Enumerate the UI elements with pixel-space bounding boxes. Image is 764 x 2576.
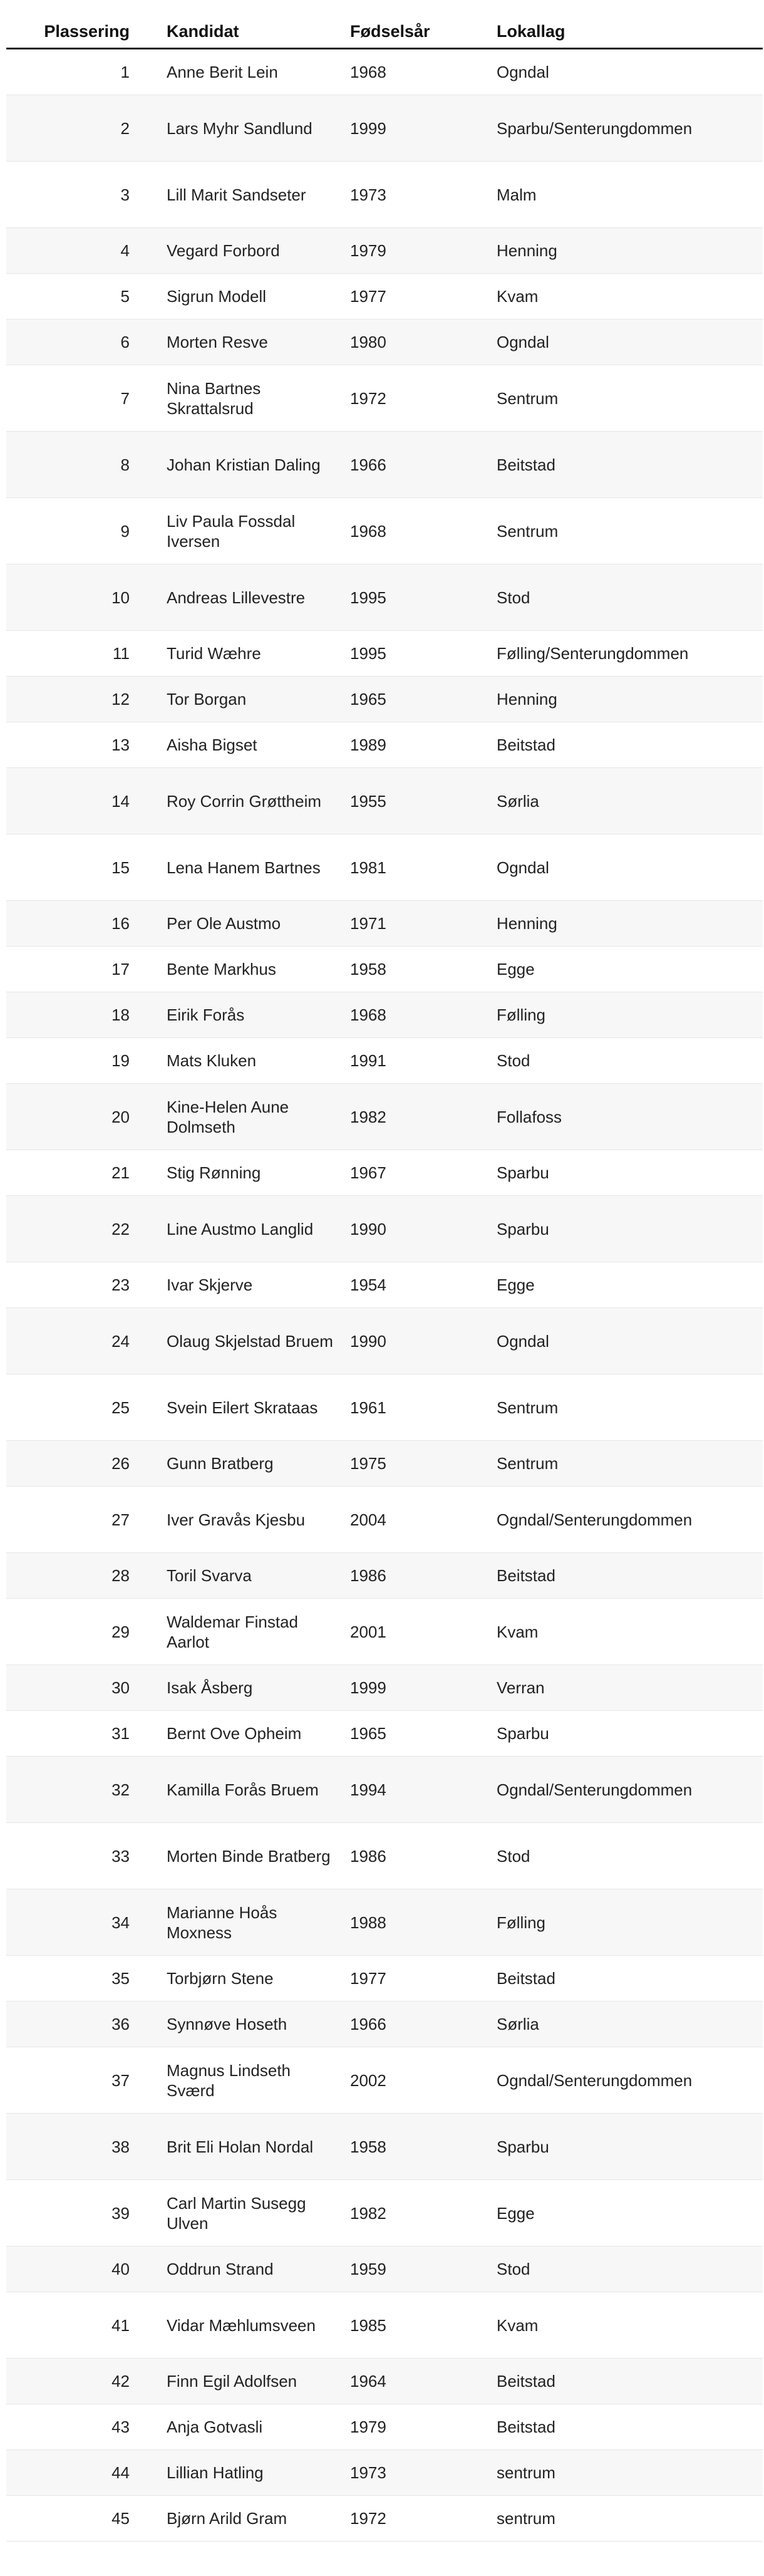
header-club: Lokallag [497, 15, 763, 49]
local-branch-cell: Follafoss [497, 1084, 763, 1150]
table-row [6, 834, 763, 901]
candidate-name-cell: Carl Martin Susegg Ulven [167, 2180, 350, 2246]
local-branch-cell: Henning [497, 677, 763, 722]
candidate-name-cell: Gunn Bratberg [167, 1441, 350, 1487]
candidate-name-cell: Anne Berit Lein [167, 49, 350, 95]
rank-cell: 26 [6, 1441, 167, 1487]
rank-cell: 43 [6, 2404, 167, 2450]
table-row [6, 1889, 763, 1956]
rank-cell: 18 [6, 992, 167, 1038]
birth-year-cell: 1981 [350, 834, 497, 901]
table-row [6, 2180, 763, 2246]
candidate-name-cell: Torbjørn Stene [167, 1956, 350, 2002]
table-row [6, 1599, 763, 1665]
candidate-name-cell: Toril Svarva [167, 1553, 350, 1599]
rank-cell: 7 [6, 365, 167, 432]
rank-cell: 42 [6, 2359, 167, 2404]
local-branch-cell: Beitstad [497, 2359, 763, 2404]
local-branch-cell: sentrum [497, 2450, 763, 2496]
candidate-name-cell: Bente Markhus [167, 947, 350, 992]
local-branch-cell: Kvam [497, 274, 763, 319]
rank-cell: 11 [6, 631, 167, 677]
candidate-name-cell: Iver Gravås Kjesbu [167, 1487, 350, 1553]
local-branch-cell: Sentrum [497, 365, 763, 432]
local-branch-cell: Sparbu [497, 2114, 763, 2180]
table-row [6, 95, 763, 162]
rank-cell: 30 [6, 1665, 167, 1711]
rank-cell: 14 [6, 768, 167, 834]
candidate-name-cell: Kine-Helen Aune Dolmseth [167, 1084, 350, 1150]
candidate-name-cell: Kamilla Forås Bruem [167, 1757, 350, 1823]
candidate-name-cell: Svein Eilert Skrataas [167, 1374, 350, 1441]
local-branch-cell: Ogndal [497, 834, 763, 901]
birth-year-cell: 1961 [350, 1374, 497, 1441]
candidate-name-cell: Johan Kristian Daling [167, 432, 350, 498]
candidate-name-cell: Andreas Lillevestre [167, 564, 350, 631]
birth-year-cell: 1973 [350, 2450, 497, 2496]
local-branch-cell: Ogndal/Senterungdommen [497, 1487, 763, 1553]
birth-year-cell: 2004 [350, 1487, 497, 1553]
local-branch-cell: Sentrum [497, 498, 763, 564]
table-row [6, 901, 763, 947]
candidate-name-cell: Sigrun Modell [167, 274, 350, 319]
rank-cell: 38 [6, 2114, 167, 2180]
table-row [6, 1262, 763, 1308]
birth-year-cell: 1958 [350, 2114, 497, 2180]
candidate-name-cell: Liv Paula Fossdal Iversen [167, 498, 350, 564]
candidate-name-cell: Eirik Forås [167, 992, 350, 1038]
local-branch-cell: Stod [497, 1038, 763, 1084]
rank-cell: 29 [6, 1599, 167, 1665]
birth-year-cell: 1968 [350, 498, 497, 564]
local-branch-cell: Ogndal/Senterungdommen [497, 1757, 763, 1823]
birth-year-cell: 1979 [350, 228, 497, 274]
candidate-name-cell: Magnus Lindseth Sværd [167, 2047, 350, 2114]
local-branch-cell: Beitstad [497, 2404, 763, 2450]
table-row [6, 228, 763, 274]
local-branch-cell: Egge [497, 1262, 763, 1308]
rank-cell: 2 [6, 95, 167, 162]
local-branch-cell: Følling [497, 1889, 763, 1956]
local-branch-cell: Beitstad [497, 722, 763, 768]
local-branch-cell: Malm [497, 162, 763, 228]
table-row [6, 319, 763, 365]
local-branch-cell: Sparbu [497, 1711, 763, 1757]
birth-year-cell: 1990 [350, 1196, 497, 1262]
rank-cell: 41 [6, 2292, 167, 2359]
table-row [6, 432, 763, 498]
rank-cell: 17 [6, 947, 167, 992]
rank-cell: 33 [6, 1823, 167, 1889]
rank-cell: 37 [6, 2047, 167, 2114]
table-row [6, 1665, 763, 1711]
candidate-name-cell: Lena Hanem Bartnes [167, 834, 350, 901]
rank-cell: 21 [6, 1150, 167, 1196]
birth-year-cell: 1990 [350, 1308, 497, 1374]
birth-year-cell: 1982 [350, 2180, 497, 2246]
rank-cell: 22 [6, 1196, 167, 1262]
birth-year-cell: 1999 [350, 1665, 497, 1711]
table-row [6, 1308, 763, 1374]
rank-cell: 20 [6, 1084, 167, 1150]
local-branch-cell: Følling [497, 992, 763, 1038]
rank-cell: 32 [6, 1757, 167, 1823]
candidate-name-cell: Brit Eli Holan Nordal [167, 2114, 350, 2180]
birth-year-cell: 1995 [350, 631, 497, 677]
table-row [6, 498, 763, 564]
candidate-name-cell: Finn Egil Adolfsen [167, 2359, 350, 2404]
local-branch-cell: Henning [497, 901, 763, 947]
birth-year-cell: 1954 [350, 1262, 497, 1308]
rank-cell: 36 [6, 2002, 167, 2047]
table-header [6, 15, 763, 49]
local-branch-cell: Kvam [497, 1599, 763, 1665]
table-row [6, 1374, 763, 1441]
header-rank: Plassering [6, 15, 167, 49]
rank-cell: 5 [6, 274, 167, 319]
local-branch-cell: Beitstad [497, 1553, 763, 1599]
table-row [6, 2047, 763, 2114]
birth-year-cell: 1979 [350, 2404, 497, 2450]
candidate-name-cell: Marianne Hoås Moxness [167, 1889, 350, 1956]
birth-year-cell: 1966 [350, 432, 497, 498]
local-branch-cell: Henning [497, 228, 763, 274]
local-branch-cell: Sparbu [497, 1196, 763, 1262]
birth-year-cell: 1986 [350, 1823, 497, 1889]
candidate-name-cell: Morten Resve [167, 319, 350, 365]
candidate-name-cell: Nina Bartnes Skrattalsrud [167, 365, 350, 432]
table-row [6, 2114, 763, 2180]
table-row [6, 564, 763, 631]
candidate-name-cell: Lill Marit Sandseter [167, 162, 350, 228]
table-row [6, 1757, 763, 1823]
table-row [6, 1711, 763, 1757]
table-row [6, 2002, 763, 2047]
rank-cell: 15 [6, 834, 167, 901]
rank-cell: 12 [6, 677, 167, 722]
rank-cell: 39 [6, 2180, 167, 2246]
local-branch-cell: Verran [497, 1665, 763, 1711]
header-name: Kandidat [167, 15, 350, 49]
birth-year-cell: 1968 [350, 992, 497, 1038]
local-branch-cell: Beitstad [497, 1956, 763, 2002]
local-branch-cell: Sparbu [497, 1150, 763, 1196]
candidate-name-cell: Ivar Skjerve [167, 1262, 350, 1308]
local-branch-cell: Kvam [497, 2292, 763, 2359]
table-row [6, 2450, 763, 2496]
candidate-name-cell: Isak Åsberg [167, 1665, 350, 1711]
table-row [6, 2246, 763, 2292]
table-row [6, 1487, 763, 1553]
local-branch-cell: Ogndal [497, 319, 763, 365]
candidate-name-cell: Aisha Bigset [167, 722, 350, 768]
table-row [6, 1553, 763, 1599]
header-row [6, 15, 763, 49]
candidate-name-cell: Synnøve Hoseth [167, 2002, 350, 2047]
table-row [6, 162, 763, 228]
birth-year-cell: 1972 [350, 2496, 497, 2542]
rank-cell: 16 [6, 901, 167, 947]
rank-cell: 40 [6, 2246, 167, 2292]
candidate-name-cell: Mats Kluken [167, 1038, 350, 1084]
local-branch-cell: Egge [497, 947, 763, 992]
candidate-name-cell: Line Austmo Langlid [167, 1196, 350, 1262]
table-row [6, 947, 763, 992]
table-row [6, 722, 763, 768]
local-branch-cell: Ogndal [497, 1308, 763, 1374]
candidate-name-cell: Oddrun Strand [167, 2246, 350, 2292]
birth-year-cell: 1973 [350, 162, 497, 228]
candidate-name-cell: Bernt Ove Opheim [167, 1711, 350, 1757]
birth-year-cell: 1994 [350, 1757, 497, 1823]
local-branch-cell: Beitstad [497, 432, 763, 498]
table-row [6, 2404, 763, 2450]
rank-cell: 24 [6, 1308, 167, 1374]
candidate-name-cell: Roy Corrin Grøttheim [167, 768, 350, 834]
table-row [6, 1956, 763, 2002]
rank-cell: 3 [6, 162, 167, 228]
candidate-name-cell: Bjørn Arild Gram [167, 2496, 350, 2542]
candidate-name-cell: Morten Binde Bratberg [167, 1823, 350, 1889]
birth-year-cell: 1995 [350, 564, 497, 631]
table-body [6, 49, 763, 2542]
rank-cell: 28 [6, 1553, 167, 1599]
birth-year-cell: 2001 [350, 1599, 497, 1665]
birth-year-cell: 2002 [350, 2047, 497, 2114]
birth-year-cell: 1977 [350, 274, 497, 319]
birth-year-cell: 1982 [350, 1084, 497, 1150]
birth-year-cell: 1964 [350, 2359, 497, 2404]
rank-cell: 13 [6, 722, 167, 768]
birth-year-cell: 1967 [350, 1150, 497, 1196]
birth-year-cell: 1968 [350, 49, 497, 95]
candidate-name-cell: Anja Gotvasli [167, 2404, 350, 2450]
rank-cell: 4 [6, 228, 167, 274]
candidate-list-table-container [6, 15, 763, 2542]
candidate-name-cell: Lillian Hatling [167, 2450, 350, 2496]
candidate-name-cell: Stig Rønning [167, 1150, 350, 1196]
table-row [6, 2359, 763, 2404]
table-row [6, 274, 763, 319]
rank-cell: 6 [6, 319, 167, 365]
rank-cell: 19 [6, 1038, 167, 1084]
rank-cell: 44 [6, 2450, 167, 2496]
candidate-list-table [6, 15, 763, 2542]
rank-cell: 45 [6, 2496, 167, 2542]
birth-year-cell: 1971 [350, 901, 497, 947]
birth-year-cell: 1972 [350, 365, 497, 432]
rank-cell: 25 [6, 1374, 167, 1441]
table-row [6, 365, 763, 432]
birth-year-cell: 1955 [350, 768, 497, 834]
birth-year-cell: 1980 [350, 319, 497, 365]
rank-cell: 23 [6, 1262, 167, 1308]
local-branch-cell: sentrum [497, 2496, 763, 2542]
birth-year-cell: 1975 [350, 1441, 497, 1487]
table-row [6, 1441, 763, 1487]
local-branch-cell: Stod [497, 1823, 763, 1889]
birth-year-cell: 1958 [350, 947, 497, 992]
birth-year-cell: 1991 [350, 1038, 497, 1084]
candidate-name-cell: Vidar Mæhlumsveen [167, 2292, 350, 2359]
rank-cell: 10 [6, 564, 167, 631]
local-branch-cell: Ogndal [497, 49, 763, 95]
local-branch-cell: Sentrum [497, 1441, 763, 1487]
candidate-name-cell: Olaug Skjelstad Bruem [167, 1308, 350, 1374]
table-row [6, 677, 763, 722]
birth-year-cell: 1999 [350, 95, 497, 162]
birth-year-cell: 1959 [350, 2246, 497, 2292]
table-row [6, 2292, 763, 2359]
local-branch-cell: Stod [497, 2246, 763, 2292]
rank-cell: 8 [6, 432, 167, 498]
table-row [6, 1038, 763, 1084]
rank-cell: 27 [6, 1487, 167, 1553]
birth-year-cell: 1977 [350, 1956, 497, 2002]
table-row [6, 1196, 763, 1262]
candidate-name-cell: Vegard Forbord [167, 228, 350, 274]
candidate-name-cell: Waldemar Finstad Aarlot [167, 1599, 350, 1665]
rank-cell: 34 [6, 1889, 167, 1956]
birth-year-cell: 1966 [350, 2002, 497, 2047]
local-branch-cell: Følling/Senterungdommen [497, 631, 763, 677]
local-branch-cell: Egge [497, 2180, 763, 2246]
candidate-name-cell: Tor Borgan [167, 677, 350, 722]
birth-year-cell: 1989 [350, 722, 497, 768]
birth-year-cell: 1988 [350, 1889, 497, 1956]
header-year: Fødselsår [350, 15, 497, 49]
table-row [6, 992, 763, 1038]
local-branch-cell: Sørlia [497, 768, 763, 834]
table-row [6, 1150, 763, 1196]
local-branch-cell: Ogndal/Senterungdommen [497, 2047, 763, 2114]
rank-cell: 31 [6, 1711, 167, 1757]
local-branch-cell: Sørlia [497, 2002, 763, 2047]
table-row [6, 768, 763, 834]
birth-year-cell: 1965 [350, 677, 497, 722]
local-branch-cell: Sentrum [497, 1374, 763, 1441]
candidate-name-cell: Per Ole Austmo [167, 901, 350, 947]
local-branch-cell: Stod [497, 564, 763, 631]
table-row [6, 2496, 763, 2542]
birth-year-cell: 1985 [350, 2292, 497, 2359]
table-row [6, 1084, 763, 1150]
candidate-name-cell: Lars Myhr Sandlund [167, 95, 350, 162]
rank-cell: 9 [6, 498, 167, 564]
candidate-name-cell: Turid Wæhre [167, 631, 350, 677]
table-row [6, 49, 763, 95]
local-branch-cell: Sparbu/Senterungdommen [497, 95, 763, 162]
birth-year-cell: 1965 [350, 1711, 497, 1757]
birth-year-cell: 1986 [350, 1553, 497, 1599]
table-row [6, 631, 763, 677]
rank-cell: 35 [6, 1956, 167, 2002]
table-row [6, 1823, 763, 1889]
rank-cell: 1 [6, 49, 167, 95]
